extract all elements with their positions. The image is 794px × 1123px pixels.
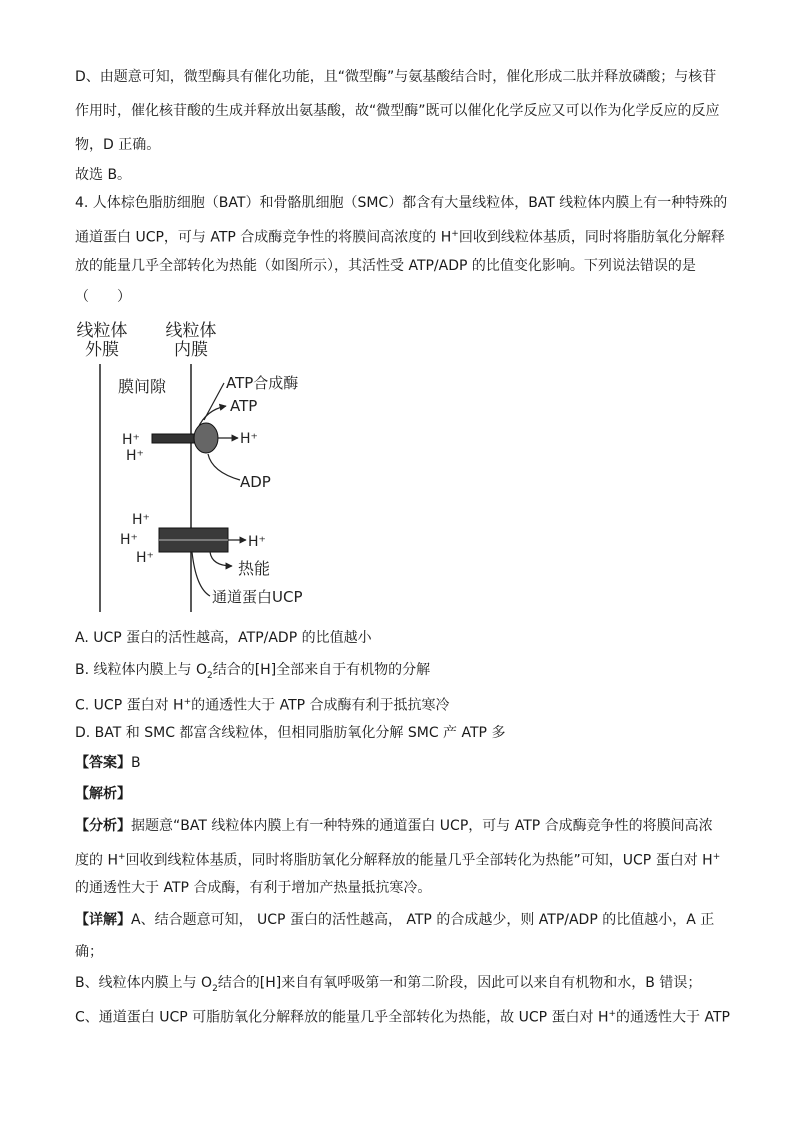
option-b: B. 线粒体内膜上与 $O_2$结合的[H]全部来自于有机物的分解 [75,662,431,681]
atp-label: ATP [230,397,258,415]
option-a: A. UCP 蛋白的活性越高，ATP/ADP 的比值越小 [75,630,372,646]
heat-label: 热能 [238,559,271,578]
h-plus-label: H⁺ [122,432,140,448]
h-plus-label: H⁺ [240,431,258,447]
outer-membrane-label-1: 线粒体 [76,321,128,341]
outer-membrane-label-2: 外膜 [85,340,119,360]
detail-text: C、通道蛋白 UCP 可脂肪氧化分解释放的能量几乎全部转化为热能，故 UCP 蛋白对 H+的通透性大于 ATP [75,1009,730,1026]
option-d: D. BAT 和 SMC 都富含线粒体，但相同脂肪氧化分解 SMC 产 ATP 多 [75,725,506,741]
h-plus-label: H⁺ [132,512,150,528]
ucp-label: 通道蛋白UCP [212,588,303,606]
atp-synthase-head [194,423,218,453]
analysis-text: 【分析】据题意“BAT 线粒体内膜上有一种特殊的通道蛋白 UCP，可与 ATP 合成酶竞争性的将膜间高浓 [75,818,713,834]
inner-membrane-label-2: 内膜 [174,340,208,360]
analysis-text: 度的 H+回收到线粒体基质，同时将脂肪氧化分解释放的能量几乎全部转化为热能”可知，UCP 蛋白对 H+ [75,852,721,869]
heat-arrow [210,552,232,566]
question-text: 4. 人体棕色脂肪细胞（BAT）和骨骼肌细胞（SMC）都含有大量线粒体，BAT 线粒体内膜上有一种特殊的 [75,195,728,211]
inner-membrane-label-1: 线粒体 [165,321,217,341]
text-line: 作用时，催化核苷酸的生成并释放出氨基酸，故“微型酶”既可以催化化学反应又可以作为化学反应的反应 [75,103,720,119]
question-text: （ ） [75,289,131,305]
question-text: 通道蛋白 UCP，可与 ATP 合成酶竞争性的将膜间高浓度的 H+回收到线粒体基质，同时将脂肪氧化分解释 [75,229,725,246]
adp-pointer [208,454,240,480]
option-c: C. UCP 蛋白对 H+的通透性大于 ATP 合成酶有利于抵抗寒冷 [75,697,450,714]
detail-text: 【详解】A、结合题意可知， UCP 蛋白的活性越高， ATP 的合成越少，则 ATP/ADP 的比值越小，A 正 [75,912,715,928]
intermembrane-space-label: 膜间隙 [118,377,167,396]
detail-text: B、线粒体内膜上与 $O_2$结合的[H]来自有氧呼吸第一和第二阶段，因此可以来自有机物和水，B 错误； [75,975,702,994]
text-line: D、由题意可知，微型酶具有催化功能，且“微型酶”与氨基酸结合时，催化形成二肽并释放磷酸；与核苷 [75,69,717,85]
h-plus-label: H⁺ [136,550,154,566]
h-plus-label: H⁺ [120,532,138,548]
text-line: 物，D 正确。 [75,137,161,153]
adp-label: ADP [240,473,271,491]
h-plus-label: H⁺ [126,448,144,464]
atp-synthase-label: ATP合成酶 [226,374,299,392]
analysis-text: 的通透性大于 ATP 合成酶，有利于增加产热量抵抗寒冷。 [75,880,432,896]
detail-text: 确； [75,944,103,960]
question-text: 放的能量几乎全部转化为热能（如图所示），其活性受 ATP/ADP 的比值变化影响。下列说法错误的是 [75,258,696,274]
answer: 【答案】B [75,755,141,771]
mitochondria-membrane-diagram [60,312,350,616]
ucp-pointer [192,552,210,596]
explanation-tag: 【解析】 [75,786,131,802]
h-plus-label: H⁺ [248,534,266,550]
text-line: 故选 B。 [75,167,132,183]
answer-tag: 【答案】 [75,755,131,771]
